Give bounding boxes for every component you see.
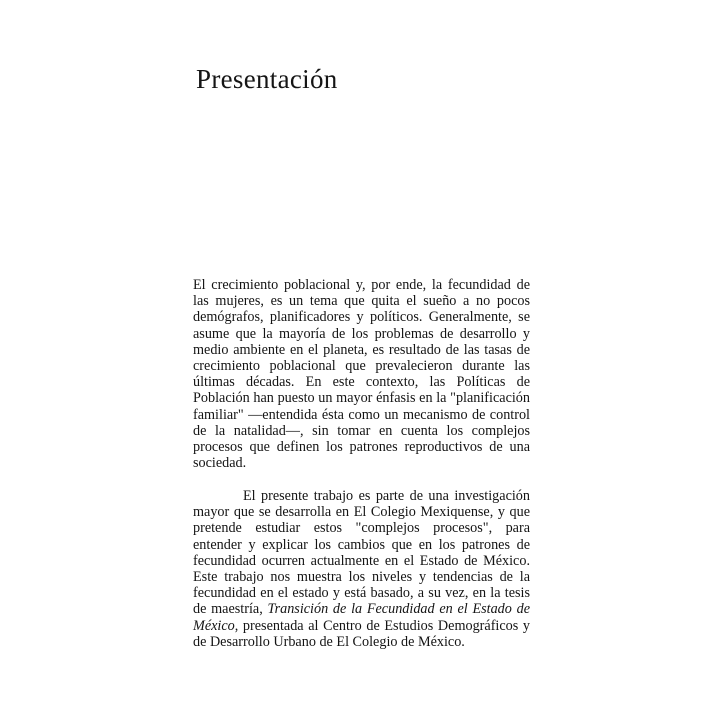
thesis-title: Transición de la Fecundidad en el Estado de México xyxy=(193,601,531,634)
paragraph-2 xyxy=(193,488,530,650)
paragraph-2-text-end: , presentada al Centro de Estudios Demográficos y de Desarrollo Urbano de El Colegio de México. xyxy=(193,617,530,650)
page-title: Presentación xyxy=(196,64,338,94)
paragraph-2-text-start: El presente trabajo es parte de una investigación mayor que se desarrolla en El Colegio Mexiquense, y que pretende estudiar estos "complejos procesos", para entender y explicar los cambios que en los patrones de fecundidad ocurren actualmente en el Estado de México. Este trabajo nos muestra los niveles y tendencias de la fecundidad en el estado y está basado, a su vez, en la tesis de maestría, xyxy=(193,487,530,618)
body-text xyxy=(193,277,530,650)
paragraph-1: El crecimiento poblacional y, por ende, la fecundidad de las mujeres, es un tema que quita el sueño a no pocos demógrafos, planificadores y políticos. Generalmente, se asume que la mayoría de los problemas de desarrollo y medio ambiente en el planeta, es resultado de las tasas de crecimiento poblacional que prevalecieron durante las últimas décadas. En este contexto, las Políticas de Población han puesto un mayor énfasis en la "planificación familiar" —entendida ésta como un mecanismo de control de la natalidad—, sin tomar en cuenta los complejos procesos que definen los patrones reproductivos de una sociedad. xyxy=(193,277,530,472)
